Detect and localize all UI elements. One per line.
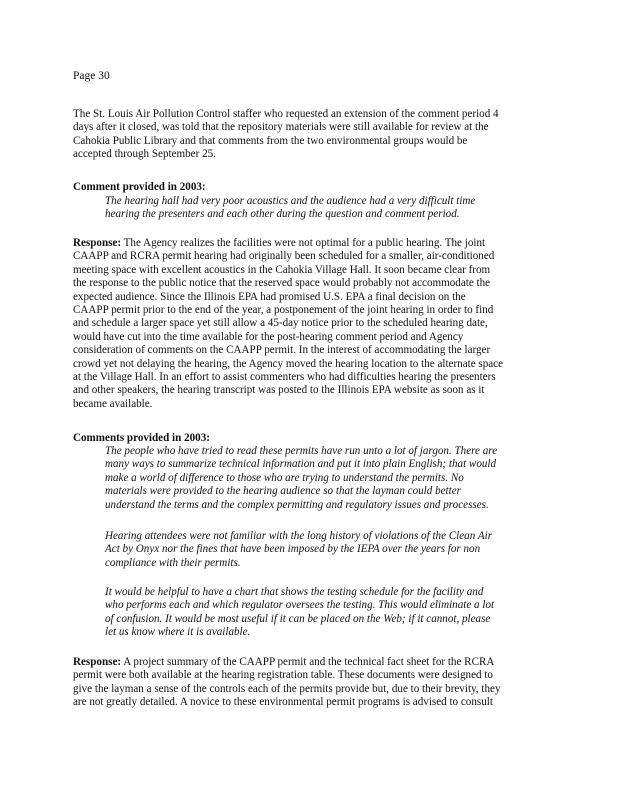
comment-quote bbox=[105, 586, 535, 640]
intro-paragraph bbox=[73, 108, 535, 162]
comment-quote bbox=[105, 445, 535, 512]
text-line: the response to the public notice that the reserved space would probably not accommodate the bbox=[73, 277, 491, 290]
text-line: Act by Onyx nor the fines that have been imposed by the IEPA over the years for non bbox=[105, 543, 481, 556]
text-line: let us know where it is available. bbox=[105, 626, 251, 639]
text-line: The hearing hall had very poor acoustics and the audience had a very difficult time bbox=[105, 195, 476, 207]
comment-quote bbox=[105, 195, 535, 222]
response-paragraph bbox=[73, 656, 535, 710]
text-line: at the Village Hall. In an effort to assist commenters who had difficulties hearing the presenters bbox=[73, 371, 496, 384]
comment-heading: Comment provided in 2003: bbox=[73, 181, 206, 193]
text-line: Cahokia Public Library and that comments from the two environmental groups would be bbox=[73, 134, 468, 147]
text-line: It would be helpful to have a chart that shows the testing schedule for the facility and bbox=[105, 586, 484, 598]
text-line: understand the terms and the complex permitting and regulatory issues and processes. bbox=[105, 498, 489, 511]
text-line: materials were provided to the hearing audience so that the layman could better bbox=[105, 485, 461, 498]
page-number: Page 30 bbox=[73, 70, 110, 82]
text-line: make a world of difference to those who are trying to understand the permits. No bbox=[105, 471, 464, 484]
text-line: hearing the presenters and each other during the question and comment period. bbox=[105, 208, 460, 221]
text-line: Hearing attendees were not familiar with the long history of violations of the Clean Air bbox=[105, 530, 493, 542]
text-line: compliance with their permits. bbox=[105, 556, 241, 569]
text-line bbox=[73, 237, 535, 250]
text-line: would have cut into the time available for the post-hearing comment period and Agency bbox=[73, 330, 464, 343]
response-text: The Agency realizes the facilities were not optimal for a public hearing. The joint bbox=[121, 237, 486, 249]
text-line: crowd yet not delaying the hearing, the Agency moved the hearing location to the alternate space bbox=[73, 357, 504, 370]
text-line: days after it closed, was told that the repository materials were still available for review at the bbox=[73, 121, 489, 134]
text-line: The people who have tried to read these permits have run unto a lot of jargon. There are bbox=[105, 445, 498, 457]
text-line: became available. bbox=[73, 397, 153, 410]
text-line: and other speakers, the hearing transcript was posted to the Illinois EPA website as soon as it bbox=[73, 384, 485, 397]
text-line: of confusion. It would be most useful if it can be placed on the Web; if it cannot, please bbox=[105, 612, 491, 625]
text-line: permit were both available at the hearing registration table. These documents were designed to bbox=[73, 669, 493, 682]
comment-quote bbox=[105, 530, 535, 570]
text-line: The St. Louis Air Pollution Control staffer who requested an extension of the comment period 4 bbox=[73, 108, 499, 120]
text-line: many ways to summarize technical information and put it into plain English; that would bbox=[105, 458, 497, 471]
text-line: are not greatly detailed. A novice to these environmental permit programs is advised to consult bbox=[73, 696, 493, 709]
text-line: and schedule a larger space yet still allow a 45-day notice prior to the scheduled hearing date, bbox=[73, 317, 488, 330]
response-label: Response: bbox=[73, 237, 122, 249]
response-paragraph bbox=[73, 237, 535, 411]
text-line: CAAPP and RCRA permit hearing had originally been scheduled for a smaller, air-conditioned bbox=[73, 250, 495, 263]
text-line: accepted through September 25. bbox=[73, 148, 216, 161]
text-line: expected audience. Since the Illinois EPA had promised U.S. EPA a final decision on the bbox=[73, 290, 466, 303]
response-text: A project summary of the CAAPP permit and the technical fact sheet for the RCRA bbox=[121, 656, 495, 668]
text-line bbox=[73, 656, 535, 669]
text-line: consideration of comments on the CAAPP permit. In the interest of accommodating the larger bbox=[73, 344, 491, 357]
text-line: CAAPP permit prior to the end of the year, a postponement of the joint hearing in order to find bbox=[73, 304, 494, 317]
text-line: give the layman a sense of the controls each of the permits provide but, due to their brevity, they bbox=[73, 682, 501, 695]
comment-heading: Comments provided in 2003: bbox=[73, 432, 210, 444]
text-line: who performs each and which regulator oversees the testing. This would eliminate a lot bbox=[105, 599, 495, 612]
text-line: meeting space with excellent acoustics in the Cahokia Village Hall. It soon became clear from bbox=[73, 263, 491, 276]
response-label: Response: bbox=[73, 656, 122, 668]
